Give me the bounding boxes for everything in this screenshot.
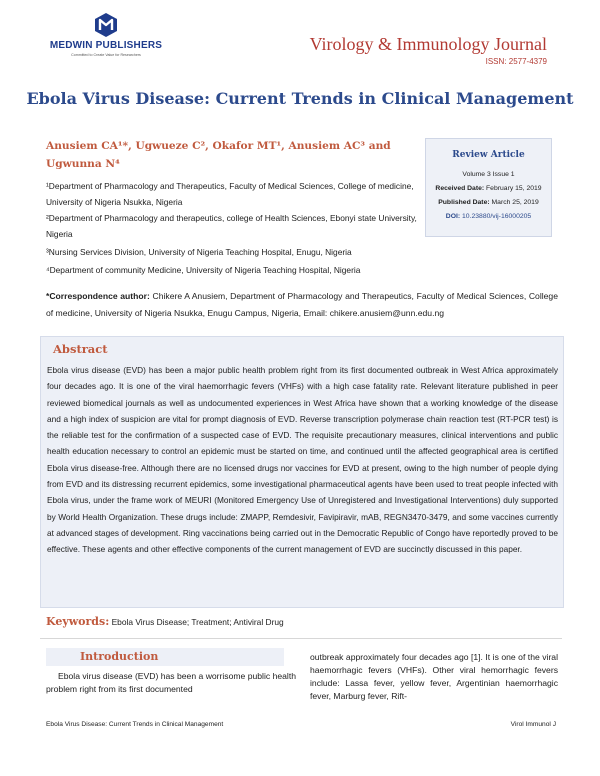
introduction-heading-bar <box>46 648 284 666</box>
introduction-heading: Introduction <box>80 650 159 663</box>
author-list: Anusiem CA¹*, Ugwueze C², Okafor MT¹, Anusiem AC³ and Ugwunna N⁴ <box>46 140 391 170</box>
article-title: Ebola Virus Disease: Current Trends in Clinical Management <box>26 89 574 108</box>
abstract-box <box>40 336 564 608</box>
published-date-value: March 25, 2019 <box>491 199 539 206</box>
abstract-heading: Abstract <box>53 342 108 356</box>
doi-label: DOI: <box>445 213 461 220</box>
publisher-logo-icon <box>94 12 118 38</box>
introduction-column-2: outbreak approximately four decades ago [1]. It is one of the viral haemorrhagic fevers (VHFs). Other viral hemorrhagic fevers include: Lassa fever, yellow fever, Argentinian haemorrhagic fever, Marburg fever, Rift- <box>310 652 558 701</box>
journal-issn: ISSN: 2577-4379 <box>485 57 547 66</box>
volume-issue: Volume 3 Issue 1 <box>462 171 515 178</box>
introduction-column-1: Ebola virus disease (EVD) has been a worrisome public health problem right from its first documented <box>46 671 296 694</box>
correspondence-text: Chikere A Anusiem, Department of Pharmacology and Therapeutics, Faculty of Medical Sciences, College of medicine, University of Nigeria Nsukka, Enugu Campus, Nigeria, Email: chikere.anusiem@unn.edu.ng <box>46 291 558 318</box>
affiliation-1: ¹Department of Pharmacology and Therapeutics, Faculty of Medical Sciences, College of medicine, University of Nigeria Nsukka, Nigeria <box>46 181 414 207</box>
received-date-value: February 15, 2019 <box>486 185 542 192</box>
correspondence <box>46 288 558 321</box>
affiliation-3: ³Nursing Services Division, University of Nigeria Teaching Hospital, Enugu, Nigeria <box>46 247 352 257</box>
doi[interactable] <box>426 213 551 220</box>
footer-journal-abbrev: Virol Immunol J <box>510 721 556 728</box>
article-type: Review Article <box>452 150 525 160</box>
published-date <box>426 199 551 206</box>
keywords <box>46 615 284 628</box>
article-info-box <box>425 138 552 237</box>
publisher-logo <box>46 10 166 72</box>
publisher-name: MEDWIN PUBLISHERS <box>49 40 163 51</box>
footer-running-title: Ebola Virus Disease: Current Trends in Clinical Management <box>46 721 224 728</box>
section-divider <box>40 638 562 639</box>
doi-link[interactable]: 10.23880/vij-16000205 <box>462 213 532 220</box>
keywords-text: Ebola Virus Disease; Treatment; Antiviral Drug <box>111 617 284 627</box>
abstract-text: Ebola virus disease (EVD) has been a major public health problem right from its first documented outbreak in West Africa approximately four decades ago. It is one of the viral haemorrhagic fevers (VHFs) with a high case fatality rate. Relevant literature published in peer reviewed biomedical journals as well as undocumented experiences in West Africa have shown that a working knowledge of the disease and a high index of suspicion are vital for prompt diagnosis of EVD. Reverse transcription polymerase chain reaction test (RT-PCR test) is the reliable test for the confirmation of a suspected case of EVD. The requisite precautionary measures, clinical interventions and public health education necessary to control an epidemic must be started on time, and continued until the affected geographical area is certified Ebola virus disease-free. Although there are no licensed drugs nor vaccines for EVD at present, owing to the high number of people dying from EVD and its distressing recurrent epidemics, some investigational pharmaceutical agents have been used to treat people infected with Ebola virus, under the frame work of MEURI (Monitored Emergency Use of Unregistered and Investigational Interventions) duly supported by World Health Organization. These drugs include: ZMAPP, Remdesivir, Favipiravir, mAB, REGN3470-3479, and some vaccines currently at advanced stages of development. Ring vaccinations being carried out in the Democratic Republic of Congo have reportedly proved to be effective. These agents and other effective components of the current management of EVD are succinctly discussed in this paper. <box>47 365 558 555</box>
affiliation-2: ²Department of Pharmacology and therapeutics, college of Health Sciences, Ebonyi state University, Nigeria <box>46 213 417 239</box>
published-date-label: Published Date: <box>438 199 490 206</box>
publisher-tagline: Committed to Create Value for Researchers <box>71 53 141 57</box>
correspondence-label: *Correspondence author: <box>46 291 150 301</box>
received-date-label: Received Date: <box>435 185 485 192</box>
affiliation-4: ⁴Department of community Medicine, University of Nigeria Teaching Hospital, Nigeria <box>46 265 361 275</box>
keywords-label: Keywords: <box>46 615 110 628</box>
received-date <box>426 185 551 192</box>
journal-name: Virology & Immunology Journal <box>309 34 547 54</box>
